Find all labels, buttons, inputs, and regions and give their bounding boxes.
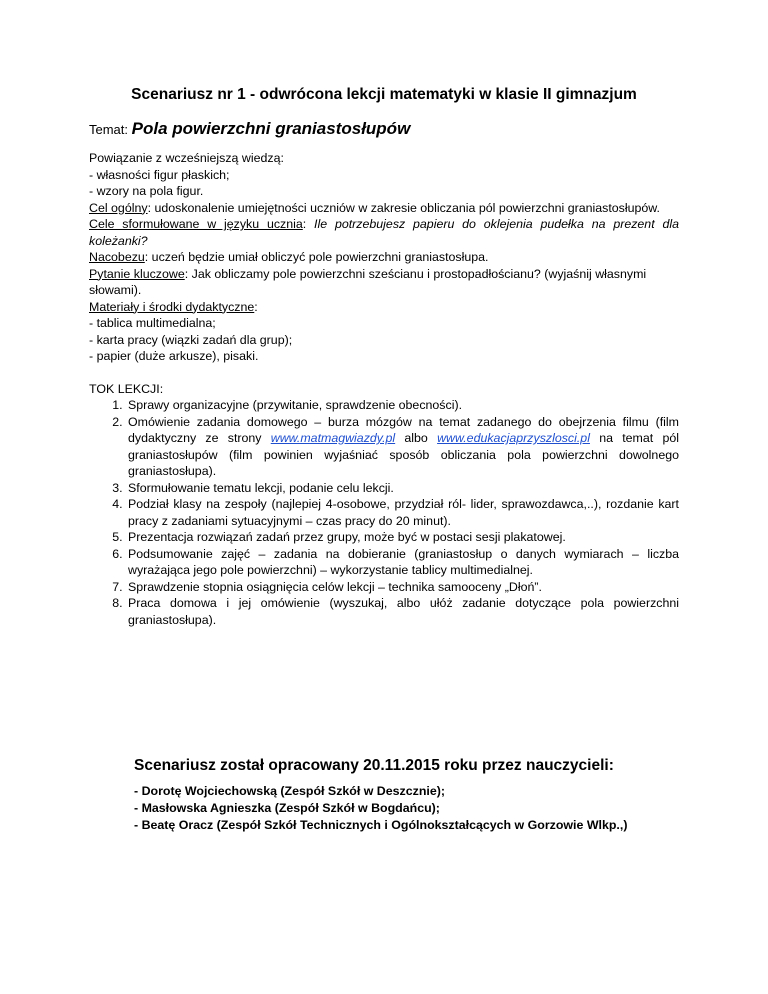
nacobezu-label: Nacobezu — [89, 250, 145, 264]
matmagwiazdy-link[interactable]: www.matmagwiazdy.pl — [270, 431, 396, 445]
materials-item: - karta pracy (wiązki zadań dla grup); — [89, 332, 293, 347]
lesson-step — [126, 414, 679, 480]
author-line: - Dorotę Wojciechowską (Zespół Szkół w Deszcznie); — [134, 784, 445, 798]
key-questions-text: : Jak obliczamy pole powierzchni sześcianu i prostopadłościanu? (wyjaśnij własnymi słowami). — [89, 266, 647, 297]
prior-knowledge-item: - wzory na pola figur. — [89, 184, 204, 198]
prior-knowledge-item: - własności figur płaskich; — [89, 167, 230, 182]
materials-item: - tablica multimedialna; — [89, 316, 216, 330]
key-questions-label: Pytanie kluczowe — [89, 266, 185, 281]
nacobezu — [89, 249, 679, 266]
document-title: Scenariusz nr 1 - odwrócona lekcji matematyki w klasie II gimnazjum — [131, 86, 637, 103]
student-goals-separator: : — [302, 217, 315, 231]
student-goals-label: Cele sformułowane w języku ucznia — [89, 217, 303, 231]
authors-heading: Scenariusz został opracowany 20.11.2015 roku przez nauczycieli: — [134, 757, 614, 774]
lesson-step: 1. Sprawy organizacyjne (przywitanie, sprawdzenie obecności). — [126, 397, 679, 414]
general-goal-label: Cel ogólny — [89, 200, 148, 215]
topic-line — [89, 119, 410, 139]
authors-section — [134, 757, 734, 834]
author-line: - Beatę Oracz (Zespół Szkół Technicznych i Ogólnokształcących w Gorzowie Wlkp.,) — [134, 818, 628, 832]
general-goal — [89, 200, 679, 217]
lesson-step: 4. Podział klasy na zespoły (najlepiej 4-osobowe, przydział ról- lider, sprawozdawca,..), rozdanie kart pracy z zadaniami sytuacyjnymi – czas pracy do 20 minut). — [126, 496, 679, 529]
lesson-step: 7. Sprawdzenie stopnia osiągnięcia celów lekcji – technika samooceny „Dłoń”. — [126, 579, 679, 596]
topic-label: Temat: — [89, 122, 129, 137]
student-goals-text: Ile potrzebujesz papieru do oklejenia pudełka na prezent dla koleżanki? — [89, 217, 679, 248]
student-goals — [89, 216, 679, 249]
prior-knowledge-heading: Powiązanie z wcześniejszą wiedzą: — [89, 151, 284, 165]
general-goal-text: : udoskonalenie umiejętności uczniów w zakresie obliczania pól powierzchni graniastosłupów. — [147, 200, 660, 215]
lesson-step: 6. Podsumowanie zajęć – zadania na dobieranie (graniastosłup o danych wymiarach – liczba wyrażająca jego pole powierzchni) – wykorzystanie tablicy multimedialnej. — [126, 546, 679, 579]
document-body — [89, 150, 679, 628]
nacobezu-text: : uczeń będzie umiał obliczyć pole powierzchni graniastosłupa. — [144, 250, 489, 264]
key-questions — [89, 266, 679, 299]
edukacjaprzyszlosci-link[interactable]: www.edukacjaprzyszlosci.pl — [437, 431, 590, 445]
materials-item: - papier (duże arkusze), pisaki. — [89, 349, 259, 363]
materials-label: Materiały i środki dydaktyczne — [89, 299, 255, 314]
materials-heading — [89, 299, 679, 316]
materials-separator: : — [254, 299, 258, 314]
lesson-step: 3. Sformułowanie tematu lekcji, podanie celu lekcji. — [126, 480, 679, 497]
lesson-step-text: albo — [395, 431, 438, 445]
lesson-step-text: Omówienie zadania domowego – burza mózgów na temat zadanego do obejrzenia filmu (film dydaktyczny ze strony — [128, 414, 679, 445]
lesson-step-text: na temat pól graniastosłupów (film powinien wyjaśniać sposób obliczania pola powierzchni dowolnego graniastosłupa). — [128, 431, 679, 478]
lesson-steps — [89, 397, 679, 628]
lesson-heading: TOK LEKCJI: — [89, 381, 164, 396]
lesson-step: 5. Prezentacja rozwiązań zadań przez grupy, może być w postaci sesji plakatowej. — [126, 529, 679, 546]
topic-value: Pola powierzchni graniastosłupów — [131, 119, 411, 138]
lesson-step: 8. Praca domowa i jej omówienie (wyszukaj, albo ułóż zadanie dotyczące pola powierzchni graniastosłupa). — [126, 595, 679, 628]
author-line: - Masłowska Agnieszka (Zespół Szkół w Bogdańcu); — [134, 801, 440, 815]
